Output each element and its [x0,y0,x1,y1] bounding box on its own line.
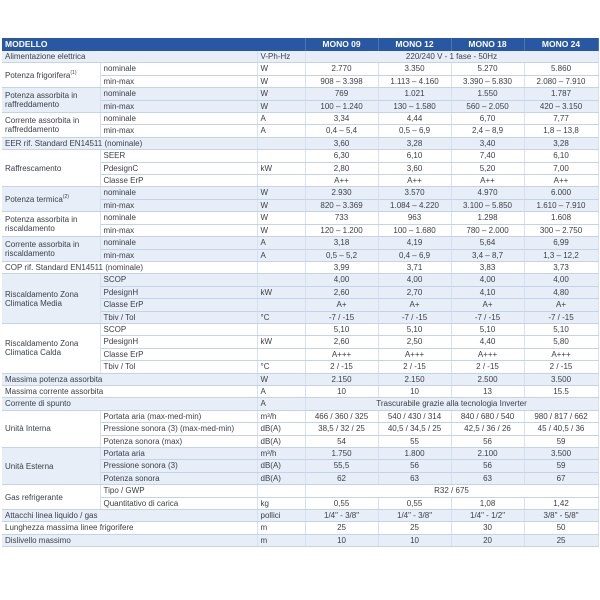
value-cell: 54 [305,435,378,447]
sub-label: Portata aria (max-med-min) [100,410,257,422]
value-cell: 2.500 [451,373,524,385]
value-cell: 2.080 – 7.910 [524,75,598,87]
value-cell: 2.930 [305,187,378,199]
sub-label: SCOP [100,274,257,286]
value-cell: 2,80 [305,162,378,174]
value-cell: 6,99 [524,237,598,249]
value-cell: A+++ [305,348,378,360]
sub-label: Potenza sonora [100,472,257,484]
value-cell: 2 / -15 [524,361,598,373]
value-cell: 780 – 2.000 [451,224,524,236]
table-row [2,385,598,397]
value-cell: 2 / -15 [451,361,524,373]
value-cell: A++ [451,175,524,187]
value-cell: 40,5 / 34,5 / 25 [378,423,451,435]
group-label-text: Unità Esterna [5,461,54,471]
unit-cell: W [257,63,305,75]
value-cell: 1.787 [524,88,598,100]
value-cell: A+++ [378,348,451,360]
value-cell: 4,80 [524,286,598,298]
group-label [2,63,100,88]
value-cell: 62 [305,472,378,484]
group-label-text: Potenza assorbita in riscaldamento [5,215,78,234]
sub-label: min-max [100,125,257,137]
value-cell: 25 [305,522,378,534]
value-cell: 1.608 [524,212,598,224]
value-cell: 540 / 430 / 314 [378,410,451,422]
merged-value-cell: 220/240 V - 1 fase - 50Hz [305,51,598,63]
value-cell: 3,73 [524,261,598,273]
unit-cell: V-Ph-Hz [257,51,305,63]
value-cell: 3/8" - 5/8" [524,510,598,522]
sub-label: Pressione sonora (3) (max-med-min) [100,423,257,435]
value-cell: 100 – 1.240 [305,100,378,112]
value-cell: 840 / 680 / 540 [451,410,524,422]
sub-label: nominale [100,113,257,125]
sub-label: PdesignH [100,336,257,348]
value-cell: 5,20 [451,162,524,174]
row-label: Attacchi linea liquido / gas [2,510,257,522]
unit-cell: pollici [257,510,305,522]
unit-cell: A [257,125,305,137]
unit-cell: dB(A) [257,472,305,484]
value-cell: 67 [524,472,598,484]
group-label [2,323,100,373]
unit-cell [257,348,305,360]
merged-value-cell: Trascurabile grazie alla tecnologia Inverter [305,398,598,410]
value-cell: 59 [524,435,598,447]
unit-cell: dB(A) [257,435,305,447]
value-cell: 1.113 – 4.160 [378,75,451,87]
value-cell: 7,00 [524,162,598,174]
unit-cell [257,323,305,335]
value-cell: 2 / -15 [305,361,378,373]
group-label [2,113,100,138]
value-cell: 2 / -15 [378,361,451,373]
sub-label: Tipo / GWP [100,485,257,497]
table-row [2,150,598,162]
value-cell: 1.298 [451,212,524,224]
value-cell: 4,19 [378,237,451,249]
value-cell: 1.750 [305,448,378,460]
value-cell: 3,34 [305,113,378,125]
model-label: MODELLO [2,38,305,51]
table-row [2,448,598,460]
value-cell: A++ [378,175,451,187]
footnote-marker: (1) [70,69,77,76]
value-cell: 3.390 – 5.830 [451,75,524,87]
value-cell: 1/4" - 3/8" [378,510,451,522]
table-row [2,410,598,422]
value-cell: 13 [451,385,524,397]
sub-label: Portata aria [100,448,257,460]
sub-label: nominale [100,237,257,249]
group-label [2,274,100,324]
group-label-text: Riscaldamento Zona Climatica Calda [5,339,79,358]
value-cell: 100 – 1.680 [378,224,451,236]
value-cell: 820 – 3.369 [305,199,378,211]
unit-cell: °C [257,311,305,323]
value-cell: 6.000 [524,187,598,199]
sub-label: Quantitativo di carica [100,497,257,509]
value-cell: 55 [378,435,451,447]
value-cell: 0,4 – 6,9 [378,249,451,261]
value-cell: 2,60 [305,336,378,348]
value-cell: 130 – 1.580 [378,100,451,112]
value-cell: 63 [451,472,524,484]
value-cell: 38,5 / 32 / 25 [305,423,378,435]
value-cell: 3,18 [305,237,378,249]
value-cell: 733 [305,212,378,224]
value-cell: A+ [524,299,598,311]
group-label [2,88,100,113]
unit-cell: dB(A) [257,460,305,472]
group-label-text: Unità Interna [5,424,51,434]
group-label [2,410,100,447]
value-cell: 56 [451,435,524,447]
table-row [2,237,598,249]
table-row [2,373,598,385]
value-cell: 3.100 – 5.850 [451,199,524,211]
value-cell: 15.5 [524,385,598,397]
value-cell: 466 / 360 / 325 [305,410,378,422]
model-header: MONO 18 [451,38,524,51]
unit-cell: m [257,522,305,534]
group-label-text: Corrente assorbita in raffreddamento [5,115,80,134]
unit-cell [257,274,305,286]
unit-cell: kW [257,286,305,298]
value-cell: 20 [451,534,524,546]
table-row [2,485,598,497]
unit-cell [257,261,305,273]
value-cell: 6,30 [305,150,378,162]
sub-label: nominale [100,187,257,199]
value-cell: 3.570 [378,187,451,199]
group-label-text: Riscaldamento Zona Climatica Media [5,289,79,308]
value-cell: 5,10 [451,323,524,335]
unit-cell: kW [257,162,305,174]
merged-value-cell: R32 / 675 [305,485,598,497]
value-cell: 5,10 [305,323,378,335]
value-cell: 4,44 [378,113,451,125]
unit-cell [257,485,305,497]
value-cell: 0,55 [305,497,378,509]
unit-cell: A [257,398,305,410]
unit-cell: dB(A) [257,423,305,435]
spec-table-body [2,51,598,547]
value-cell: 59 [524,460,598,472]
sub-label: min-max [100,199,257,211]
table-row [2,187,598,199]
value-cell: 1.800 [378,448,451,460]
sub-label: Pressione sonora (3) [100,460,257,472]
unit-cell: A [257,237,305,249]
value-cell: A+ [305,299,378,311]
value-cell: -7 / -15 [305,311,378,323]
value-cell: 2,60 [305,286,378,298]
value-cell: 56 [378,460,451,472]
value-cell: 1,08 [451,497,524,509]
value-cell: A+ [378,299,451,311]
value-cell: 1.610 – 7.910 [524,199,598,211]
value-cell: 5.270 [451,63,524,75]
group-label-text: Potenza assorbita in raffreddamento [5,91,78,110]
value-cell: 3,60 [305,137,378,149]
value-cell: 5,10 [378,323,451,335]
sub-label: min-max [100,100,257,112]
sub-label: nominale [100,88,257,100]
table-row [2,323,598,335]
sub-label: PdesignH [100,286,257,298]
value-cell: 3.350 [378,63,451,75]
value-cell: -7 / -15 [378,311,451,323]
model-header: MONO 12 [378,38,451,51]
row-label: Massima potenza assorbita [2,373,257,385]
group-label [2,187,100,212]
value-cell: 7,40 [451,150,524,162]
group-label [2,485,100,510]
sub-label: min-max [100,249,257,261]
unit-cell: W [257,100,305,112]
sub-label: nominale [100,212,257,224]
value-cell: 769 [305,88,378,100]
spec-table [2,38,599,547]
value-cell: 1.021 [378,88,451,100]
value-cell: 908 – 3.398 [305,75,378,87]
unit-cell: kg [257,497,305,509]
value-cell: 2.770 [305,63,378,75]
row-label: Dislivello massimo [2,534,257,546]
value-cell: 5,10 [524,323,598,335]
group-label-text: Corrente assorbita in riscaldamento [5,240,80,258]
value-cell: -7 / -15 [524,311,598,323]
row-label: Massima corrente assorbita [2,385,257,397]
value-cell: 50 [524,522,598,534]
row-label: Corrente di spunto [2,398,257,410]
value-cell: 0,4 – 5,4 [305,125,378,137]
value-cell: 3,28 [378,137,451,149]
sub-label: Tbiv / Tol [100,311,257,323]
table-row [2,522,598,534]
unit-cell: A [257,385,305,397]
value-cell: 1/4" - 1/2" [451,510,524,522]
value-cell: 4,40 [451,336,524,348]
value-cell: 30 [451,522,524,534]
value-cell: -7 / -15 [451,311,524,323]
value-cell: 420 – 3.150 [524,100,598,112]
table-row [2,51,598,63]
row-label: COP rif. Standard EN14511 (nominale) [2,261,257,273]
value-cell: 1.550 [451,88,524,100]
value-cell: 55,5 [305,460,378,472]
header-row [2,38,598,51]
value-cell: 4,00 [451,274,524,286]
value-cell: 10 [305,534,378,546]
table-row [2,113,598,125]
value-cell: 25 [378,522,451,534]
table-row [2,261,598,273]
value-cell: 560 – 2.050 [451,100,524,112]
value-cell: 3,4 – 8,7 [451,249,524,261]
value-cell: 963 [378,212,451,224]
value-cell: 3,28 [524,137,598,149]
row-label: EER rif. Standard EN14511 (nominale) [2,137,257,149]
group-label [2,212,100,237]
table-row [2,137,598,149]
value-cell: 63 [378,472,451,484]
value-cell: A++ [524,175,598,187]
value-cell: 6,70 [451,113,524,125]
sub-label: Tbiv / Tol [100,361,257,373]
value-cell: 2,4 – 8,9 [451,125,524,137]
sub-label: min-max [100,75,257,87]
value-cell: 0,5 – 6,9 [378,125,451,137]
sub-label: SCOP [100,323,257,335]
unit-cell: W [257,187,305,199]
unit-cell [257,299,305,311]
value-cell: 1,8 – 13,8 [524,125,598,137]
value-cell: 4.970 [451,187,524,199]
value-cell: 980 / 817 / 662 [524,410,598,422]
sub-label: Classe ErP [100,299,257,311]
value-cell: 42,5 / 36 / 26 [451,423,524,435]
value-cell: 3.500 [524,448,598,460]
value-cell: 5.860 [524,63,598,75]
model-header: MONO 09 [305,38,378,51]
value-cell: 4,10 [451,286,524,298]
sub-label: Classe ErP [100,348,257,360]
unit-cell: W [257,212,305,224]
unit-cell [257,137,305,149]
unit-cell: A [257,113,305,125]
value-cell: 1.084 – 4.220 [378,199,451,211]
row-label: Lunghezza massima linee frigorifere [2,522,257,534]
sub-label: Classe ErP [100,175,257,187]
group-label [2,150,100,187]
value-cell: 25 [524,534,598,546]
value-cell: 3,99 [305,261,378,273]
model-header: MONO 24 [524,38,598,51]
spec-sheet [2,38,598,547]
table-row [2,534,598,546]
value-cell: 1/4" - 3/8" [305,510,378,522]
sub-label: nominale [100,63,257,75]
value-cell: 4,00 [378,274,451,286]
sub-label: Potenza sonora (max) [100,435,257,447]
value-cell: 2,70 [378,286,451,298]
value-cell: 2.100 [451,448,524,460]
value-cell: 4,00 [305,274,378,286]
value-cell: 10 [305,385,378,397]
group-label [2,448,100,485]
value-cell: 2.150 [305,373,378,385]
row-label: Alimentazione elettrica [2,51,257,63]
footnote-marker: (2) [62,193,69,200]
sub-label: SEER [100,150,257,162]
value-cell: A+++ [524,348,598,360]
value-cell: 5,64 [451,237,524,249]
sub-label: PdesignC [100,162,257,174]
value-cell: 4,00 [524,274,598,286]
table-row [2,510,598,522]
value-cell: 3,83 [451,261,524,273]
unit-cell: kW [257,336,305,348]
value-cell: 2.150 [378,373,451,385]
group-label-text: Gas refrigerante [5,492,63,502]
value-cell: 3,60 [378,162,451,174]
value-cell: 0,55 [378,497,451,509]
group-label-text: Raffrescamento [5,163,62,173]
value-cell: A+++ [451,348,524,360]
value-cell: 1,42 [524,497,598,509]
value-cell: A+ [451,299,524,311]
value-cell: 3,71 [378,261,451,273]
value-cell: 1,3 – 12,2 [524,249,598,261]
unit-cell: A [257,249,305,261]
value-cell: 6,10 [524,150,598,162]
unit-cell: m³/h [257,410,305,422]
value-cell: 7,77 [524,113,598,125]
group-label-text: Potenza frigorifera [5,70,71,80]
value-cell: 6,10 [378,150,451,162]
unit-cell: W [257,88,305,100]
group-label-text: Potenza termica [5,194,63,204]
unit-cell: W [257,224,305,236]
value-cell: 120 – 1.200 [305,224,378,236]
unit-cell: W [257,199,305,211]
table-row [2,63,598,75]
unit-cell [257,150,305,162]
unit-cell: W [257,75,305,87]
value-cell: 10 [378,385,451,397]
table-row [2,398,598,410]
value-cell: 5,80 [524,336,598,348]
unit-cell: m³/h [257,448,305,460]
unit-cell: °C [257,361,305,373]
value-cell: 300 – 2.750 [524,224,598,236]
unit-cell: W [257,373,305,385]
table-row [2,88,598,100]
value-cell: A++ [305,175,378,187]
value-cell: 3.500 [524,373,598,385]
value-cell: 56 [451,460,524,472]
value-cell: 3,40 [451,137,524,149]
table-row [2,274,598,286]
table-row [2,212,598,224]
value-cell: 10 [378,534,451,546]
value-cell: 45 / 40,5 / 36 [524,423,598,435]
value-cell: 2,50 [378,336,451,348]
unit-cell: m [257,534,305,546]
sub-label: min-max [100,224,257,236]
value-cell: 0,5 – 5,2 [305,249,378,261]
group-label [2,237,100,262]
unit-cell [257,175,305,187]
